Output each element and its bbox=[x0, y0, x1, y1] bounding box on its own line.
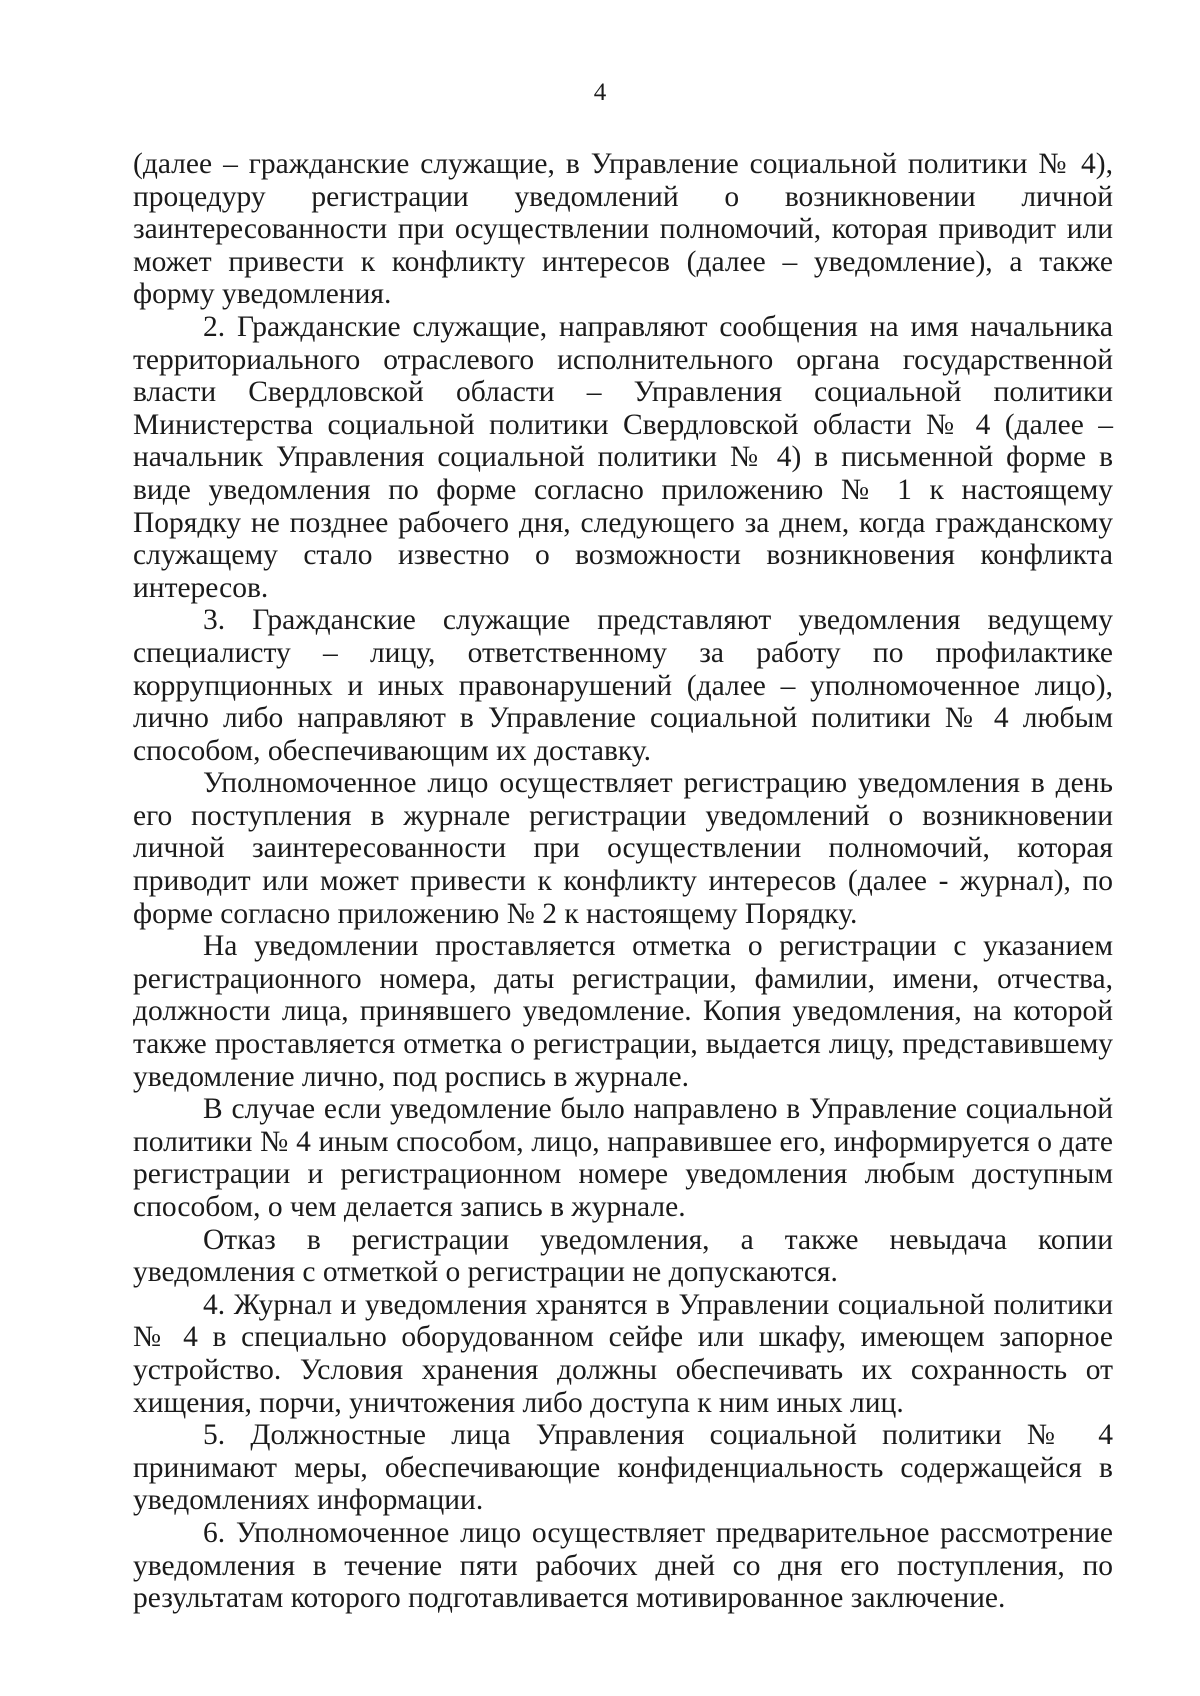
page-number: 4 bbox=[593, 79, 607, 106]
paragraph-8: 4. Журнал и уведомления хранятся в Управлении социальной политики № 4 в специально оборудованном сейфе или шкафу, имеющем запорное устройство. Условия хранения должны обеспечивать их сохранность от хищения, порчи, уничтожения либо доступа к ним иных лиц. bbox=[133, 1288, 1113, 1419]
paragraph-4: Уполномоченное лицо осуществляет регистрацию уведомления в день его поступления в журнале регистрации уведомлений о возникновении личной заинтересованности при осуществлении полномочий, которая приводит или может привести к конфликту интересов (далее - журнал), по форме согласно приложению № 2 к настоящему Порядку. bbox=[133, 767, 1113, 930]
paragraph-1: (далее – гражданские служащие, в Управление социальной политики № 4), процедуру регистрации уведомлений о возникновении личной заинтересованности при осуществлении полномочий, которая приводит или может привести к конфликту интересов (далее – уведомление), а также форму уведомления. bbox=[133, 148, 1113, 311]
paragraph-5: На уведомлении проставляется отметка о регистрации с указанием регистрационного номера, даты регистрации, фамилии, имени, отчества, должности лица, принявшего уведомление. Копия уведомления, на которой также проставляется отметка о регистрации, выдается лицу, представившему уведомление лично, под роспись в журнале. bbox=[133, 930, 1113, 1093]
paragraph-3: 3. Гражданские служащие представляют уведомления ведущему специалисту – лицу, ответственному за работу по профилактике коррупционных и иных правонарушений (далее – уполномоченное лицо), лично либо направляют в Управление социальной политики № 4 любым способом, обеспечивающим их доставку. bbox=[133, 604, 1113, 767]
paragraph-10: 6. Уполномоченное лицо осуществляет предварительное рассмотрение уведомления в течение пяти рабочих дней со дня его поступления, по результатам которого подготавливается мотивированное заключение. bbox=[133, 1516, 1113, 1615]
paragraph-7: Отказ в регистрации уведомления, а также невыдача копии уведомления с отметкой о регистрации не допускаются. bbox=[133, 1223, 1113, 1289]
document-body bbox=[133, 148, 1113, 1615]
paragraph-9: 5. Должностные лица Управления социальной политики № 4 принимают меры, обеспечивающие конфиденциальность содержащейся в уведомлениях информации. bbox=[133, 1419, 1113, 1517]
paragraph-2: 2. Гражданские служащие, направляют сообщения на имя начальника территориального отраслевого исполнительного органа государственной власти Свердловской области – Управления социальной политики Министерства социальной политики Свердловской области № 4 (далее – начальник Управления социальной политики № 4) в письменной форме в виде уведомления по форме согласно приложению № 1 к настоящему Порядку не позднее рабочего дня, следующего за днем, когда гражданскому служащему стало известно о возможности возникновения конфликта интересов. bbox=[133, 310, 1113, 604]
paragraph-6: В случае если уведомление было направлено в Управление социальной политики № 4 иным способом, лицо, направившее его, информируется о дате регистрации и регистрационном номере уведомления любым доступным способом, о чем делается запись в журнале. bbox=[133, 1093, 1113, 1223]
